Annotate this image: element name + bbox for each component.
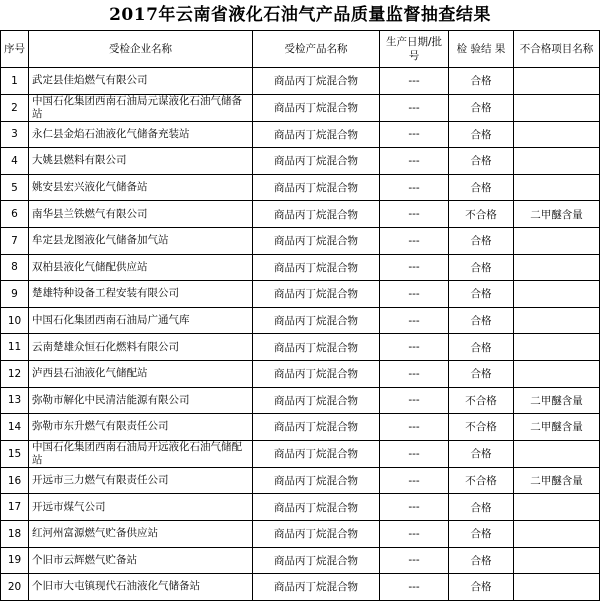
failed-item: 二甲醚含量 <box>514 201 600 228</box>
product-name: 商品丙丁烷混合物 <box>253 574 380 601</box>
production-date: --- <box>380 254 449 281</box>
production-date: --- <box>380 360 449 387</box>
inspection-result: 合格 <box>449 307 514 334</box>
table-row <box>1 494 600 521</box>
inspection-result: 不合格 <box>449 467 514 494</box>
row-number: 19 <box>1 547 29 574</box>
inspection-result: 合格 <box>449 254 514 281</box>
row-number: 14 <box>1 414 29 441</box>
company-name: 中国石化集团西南石油局广通气库 <box>29 307 253 334</box>
failed-item <box>514 307 600 334</box>
header-no: 序号 <box>1 31 29 68</box>
production-date: --- <box>380 547 449 574</box>
failed-item <box>514 174 600 201</box>
inspection-result: 合格 <box>449 494 514 521</box>
production-date: --- <box>380 148 449 175</box>
production-date: --- <box>380 281 449 308</box>
company-name: 云南楚雄众恒石化燃料有限公司 <box>29 334 253 361</box>
header-failed-item: 不合格项目名称 <box>514 31 600 68</box>
company-name: 个旧市大屯镇现代石油液化气储备站 <box>29 574 253 601</box>
production-date: --- <box>380 227 449 254</box>
row-number: 10 <box>1 307 29 334</box>
row-number: 2 <box>1 94 29 121</box>
row-number: 9 <box>1 281 29 308</box>
row-number: 16 <box>1 467 29 494</box>
row-number: 4 <box>1 148 29 175</box>
row-number: 3 <box>1 121 29 148</box>
production-date: --- <box>380 121 449 148</box>
company-name: 永仁县金焰石油液化气储备充装站 <box>29 121 253 148</box>
table-row <box>1 121 600 148</box>
inspection-result: 合格 <box>449 440 514 467</box>
company-name: 牟定县龙图液化气储备加气站 <box>29 227 253 254</box>
inspection-result: 合格 <box>449 227 514 254</box>
production-date: --- <box>380 440 449 467</box>
header-date: 生产日期/批号 <box>380 31 449 68</box>
product-name: 商品丙丁烷混合物 <box>253 254 380 281</box>
table-header-row <box>1 31 600 68</box>
production-date: --- <box>380 520 449 547</box>
table-row <box>1 254 600 281</box>
product-name: 商品丙丁烷混合物 <box>253 334 380 361</box>
production-date: --- <box>380 174 449 201</box>
product-name: 商品丙丁烷混合物 <box>253 547 380 574</box>
production-date: --- <box>380 201 449 228</box>
inspection-result: 合格 <box>449 121 514 148</box>
product-name: 商品丙丁烷混合物 <box>253 307 380 334</box>
inspection-result: 合格 <box>449 334 514 361</box>
company-name: 双柏县液化气储配供应站 <box>29 254 253 281</box>
inspection-result: 合格 <box>449 174 514 201</box>
product-name: 商品丙丁烷混合物 <box>253 360 380 387</box>
company-name: 楚雄特种设备工程安装有限公司 <box>29 281 253 308</box>
company-name: 泸西县石油液化气储配站 <box>29 360 253 387</box>
table-row <box>1 334 600 361</box>
header-product: 受检产品名称 <box>253 31 380 68</box>
product-name: 商品丙丁烷混合物 <box>253 148 380 175</box>
product-name: 商品丙丁烷混合物 <box>253 467 380 494</box>
row-number: 1 <box>1 68 29 95</box>
production-date: --- <box>380 307 449 334</box>
row-number: 13 <box>1 387 29 414</box>
table-row <box>1 227 600 254</box>
table-row <box>1 440 600 467</box>
company-name: 个旧市云辉燃气贮备站 <box>29 547 253 574</box>
failed-item <box>514 440 600 467</box>
header-result: 检 验结 果 <box>449 31 514 68</box>
row-number: 5 <box>1 174 29 201</box>
table-row <box>1 148 600 175</box>
company-name: 中国石化集团西南石油局元谋液化石油气储备站 <box>29 94 253 121</box>
inspection-result: 合格 <box>449 148 514 175</box>
company-name: 姚安县宏兴液化气储备站 <box>29 174 253 201</box>
inspection-result: 合格 <box>449 520 514 547</box>
failed-item: 二甲醚含量 <box>514 387 600 414</box>
product-name: 商品丙丁烷混合物 <box>253 201 380 228</box>
inspection-result: 合格 <box>449 574 514 601</box>
header-company: 受检企业名称 <box>29 31 253 68</box>
failed-item <box>514 334 600 361</box>
production-date: --- <box>380 334 449 361</box>
failed-item <box>514 547 600 574</box>
table-row <box>1 174 600 201</box>
row-number: 6 <box>1 201 29 228</box>
failed-item: 二甲醚含量 <box>514 414 600 441</box>
inspection-result: 合格 <box>449 281 514 308</box>
inspection-result: 合格 <box>449 547 514 574</box>
failed-item: 二甲醚含量 <box>514 467 600 494</box>
failed-item <box>514 148 600 175</box>
failed-item <box>514 68 600 95</box>
table-row <box>1 68 600 95</box>
table-row <box>1 281 600 308</box>
table-row <box>1 414 600 441</box>
row-number: 20 <box>1 574 29 601</box>
production-date: --- <box>380 94 449 121</box>
product-name: 商品丙丁烷混合物 <box>253 281 380 308</box>
product-name: 商品丙丁烷混合物 <box>253 494 380 521</box>
table-row <box>1 547 600 574</box>
company-name: 大姚县燃料有限公司 <box>29 148 253 175</box>
row-number: 7 <box>1 227 29 254</box>
company-name: 弥勒市东升燃气有限责任公司 <box>29 414 253 441</box>
failed-item <box>514 520 600 547</box>
production-date: --- <box>380 574 449 601</box>
failed-item <box>514 254 600 281</box>
product-name: 商品丙丁烷混合物 <box>253 414 380 441</box>
failed-item <box>514 574 600 601</box>
row-number: 12 <box>1 360 29 387</box>
inspection-result: 不合格 <box>449 201 514 228</box>
table-row <box>1 467 600 494</box>
failed-item <box>514 360 600 387</box>
production-date: --- <box>380 414 449 441</box>
table-row <box>1 201 600 228</box>
product-name: 商品丙丁烷混合物 <box>253 94 380 121</box>
inspection-result: 不合格 <box>449 387 514 414</box>
company-name: 南华县兰铁燃气有限公司 <box>29 201 253 228</box>
production-date: --- <box>380 494 449 521</box>
product-name: 商品丙丁烷混合物 <box>253 440 380 467</box>
failed-item <box>514 227 600 254</box>
company-name: 开远市三力燃气有限责任公司 <box>29 467 253 494</box>
table-body <box>1 68 600 601</box>
failed-item <box>514 281 600 308</box>
table-row <box>1 574 600 601</box>
row-number: 17 <box>1 494 29 521</box>
product-name: 商品丙丁烷混合物 <box>253 174 380 201</box>
row-number: 15 <box>1 440 29 467</box>
product-name: 商品丙丁烷混合物 <box>253 520 380 547</box>
table-row <box>1 360 600 387</box>
table-row <box>1 387 600 414</box>
failed-item <box>514 494 600 521</box>
company-name: 中国石化集团西南石油局开远液化石油气储配站 <box>29 440 253 467</box>
row-number: 18 <box>1 520 29 547</box>
table-row <box>1 307 600 334</box>
company-name: 红河州富源燃气贮备供应站 <box>29 520 253 547</box>
production-date: --- <box>380 467 449 494</box>
row-number: 11 <box>1 334 29 361</box>
inspection-result: 合格 <box>449 68 514 95</box>
table-row <box>1 520 600 547</box>
product-name: 商品丙丁烷混合物 <box>253 227 380 254</box>
failed-item <box>514 121 600 148</box>
product-name: 商品丙丁烷混合物 <box>253 387 380 414</box>
product-name: 商品丙丁烷混合物 <box>253 121 380 148</box>
table-row <box>1 94 600 121</box>
page-title: 2017年云南省液化石油气产品质量监督抽查结果 <box>109 5 491 25</box>
row-number: 8 <box>1 254 29 281</box>
company-name: 武定县佳焰燃气有限公司 <box>29 68 253 95</box>
product-name: 商品丙丁烷混合物 <box>253 68 380 95</box>
results-table <box>0 30 600 601</box>
production-date: --- <box>380 387 449 414</box>
inspection-result: 合格 <box>449 94 514 121</box>
inspection-result: 合格 <box>449 360 514 387</box>
inspection-result: 不合格 <box>449 414 514 441</box>
company-name: 弥勒市解化中民清洁能源有限公司 <box>29 387 253 414</box>
production-date: --- <box>380 68 449 95</box>
failed-item <box>514 94 600 121</box>
company-name: 开远市煤气公司 <box>29 494 253 521</box>
